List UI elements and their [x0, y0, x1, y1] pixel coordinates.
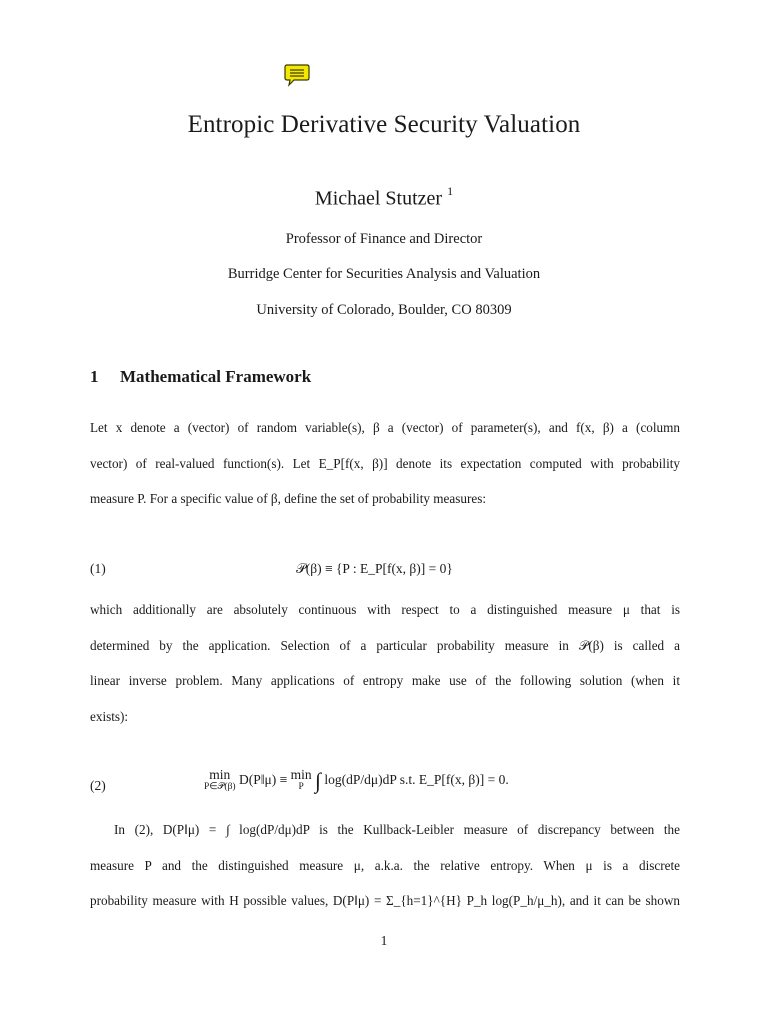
- footnote-mark[interactable]: 1: [447, 184, 454, 198]
- equation-1: 𝒫(β) ≡ {P : E_P[f(x, β)] = 0}: [296, 561, 453, 576]
- affiliation-line-3: University of Colorado, Boulder, CO 80309: [256, 302, 512, 318]
- section-number: 1: [90, 367, 99, 386]
- min-subscript-1: P∈𝒫(β): [204, 781, 236, 792]
- paragraph-2-line-2: determined by the application. Selection of a particular probability measure in 𝒫(β) is called a: [90, 637, 680, 653]
- equation-1-number: (1): [90, 561, 106, 576]
- min-operator-1: [204, 768, 236, 792]
- paragraph-1: [90, 410, 680, 517]
- paragraph-1-line-1: Let x denote a (vector) of random variable(s), β a (vector) of parameter(s), and f(x, β) a (column: [90, 420, 681, 435]
- comment-note-icon[interactable]: [284, 63, 310, 87]
- paragraph-2-line-1: which additionally are absolutely continuous with respect to a distinguished measure μ that is: [90, 602, 680, 617]
- section-heading: [90, 367, 311, 387]
- paragraph-2: [90, 592, 680, 734]
- min-operator-2: [291, 768, 312, 792]
- paragraph-1-line-3: measure P. For a specific value of β, define the set of probability measures:: [90, 491, 486, 506]
- paragraph-2-line-3: linear inverse problem. Many applications of entropy make use of the following solution (when it: [90, 673, 680, 688]
- affiliation-line-2: Burridge Center for Securities Analysis and Valuation: [227, 266, 541, 282]
- min-label-1: min: [209, 767, 231, 782]
- author-name: Michael Stutzer: [314, 187, 443, 210]
- equation-2-number: (2): [90, 778, 106, 793]
- page-number: 1: [380, 933, 388, 948]
- min-subscript-2: P: [298, 781, 304, 792]
- paragraph-3-line-3: probability measure with H possible values, D(P‖μ) = Σ_{h=1}^{H} P_h log(P_h/μ_h), and it can be shown: [90, 893, 680, 908]
- paragraph-1-line-2: vector) of real-valued function(s). Let E_P[f(x, β)] denote its expectation computed with probability: [90, 455, 680, 471]
- integral-sign: ∫: [314, 768, 322, 793]
- paragraph-3: [90, 812, 680, 919]
- author-line: [0, 186, 768, 211]
- paragraph-3-line-2: measure P and the distinguished measure μ, a.k.a. the relative entropy. When μ is a discrete: [90, 857, 680, 873]
- min-label-2: min: [290, 767, 312, 782]
- equation-2-lhs: D(P‖μ) ≡: [238, 772, 288, 787]
- paragraph-3-line-1: In (2), D(P‖μ) = ∫ log(dP/dμ)dP is the Kullback-Leibler measure of discrepancy between the: [114, 822, 680, 837]
- equation-2-rhs: log(dP/dμ)dP s.t. E_P[f(x, β)] = 0.: [324, 772, 509, 787]
- affiliation-line-1: Professor of Finance and Director: [285, 231, 483, 247]
- section-title: Mathematical Framework: [120, 367, 312, 386]
- paper-title: Entropic Derivative Security Valuation: [187, 111, 581, 138]
- equation-2: [204, 768, 509, 794]
- paragraph-2-line-4: exists):: [90, 708, 129, 724]
